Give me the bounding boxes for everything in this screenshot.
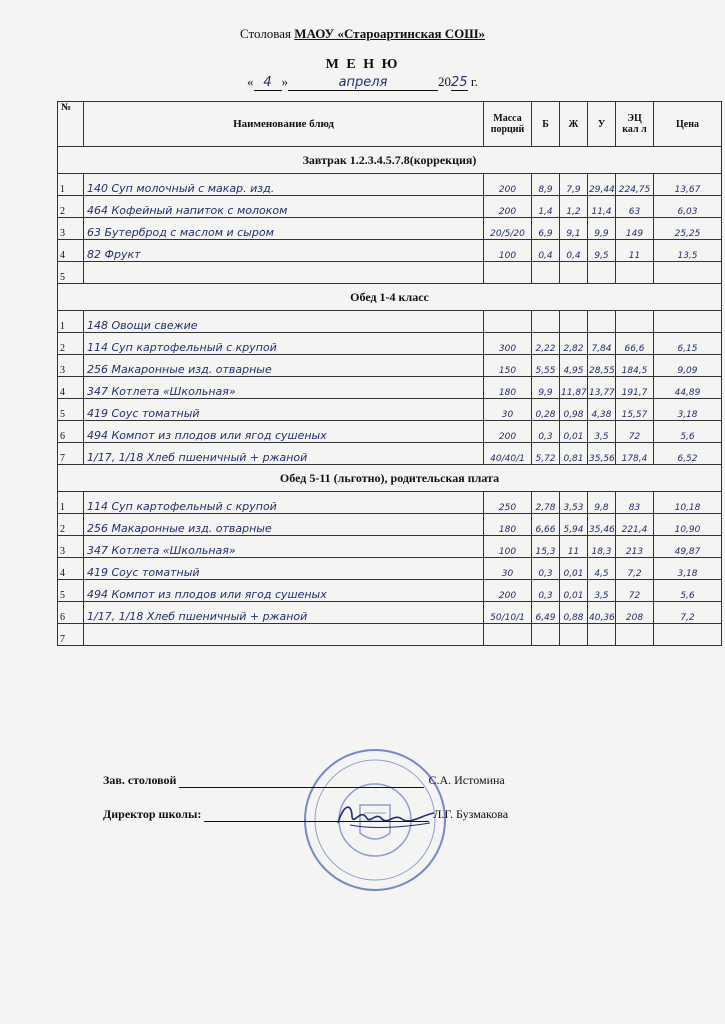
kcal-value: 213 (616, 536, 654, 558)
row-number: 4 (58, 240, 84, 262)
dish-name: 464 Кофейный напиток с молоком (84, 196, 484, 218)
table-row (58, 333, 722, 355)
row-number: 3 (58, 536, 84, 558)
canteen-head-name: С.А. Истомина (428, 773, 505, 787)
table-row (58, 514, 722, 536)
carbs-value: 29,44 (588, 174, 616, 196)
protein-value: 0,3 (532, 558, 560, 580)
kcal-value: 72 (616, 580, 654, 602)
price-value: 13,5 (654, 240, 722, 262)
carbs-value: 9,8 (588, 492, 616, 514)
carbs-value: 3,5 (588, 421, 616, 443)
portion-mass: 40/40/1 (484, 443, 532, 465)
kcal-value: 149 (616, 218, 654, 240)
kcal-value: 221,4 (616, 514, 654, 536)
row-number: 2 (58, 514, 84, 536)
carbs-value (588, 311, 616, 333)
carbs-value: 9,5 (588, 240, 616, 262)
table-row (58, 536, 722, 558)
fat-value: 0,98 (560, 399, 588, 421)
fat-value: 7,9 (560, 174, 588, 196)
dish-name: 114 Суп картофельный с крупой (84, 333, 484, 355)
dish-name: 114 Суп картофельный с крупой (84, 492, 484, 514)
kcal-value: 15,57 (616, 399, 654, 421)
table-row (58, 399, 722, 421)
kcal-value: 178,4 (616, 443, 654, 465)
portion-mass: 150 (484, 355, 532, 377)
table-row (58, 311, 722, 333)
table-row (58, 602, 722, 624)
row-number: 1 (58, 174, 84, 196)
dish-name: 494 Компот из плодов или ягод сушеных (84, 421, 484, 443)
protein-value: 15,3 (532, 536, 560, 558)
row-number: 6 (58, 421, 84, 443)
dish-name: 140 Суп молочный с макар. изд. (84, 174, 484, 196)
protein-value: 6,49 (532, 602, 560, 624)
signature-underline (179, 772, 424, 788)
price-value: 49,87 (654, 536, 722, 558)
protein-value (532, 311, 560, 333)
kcal-value (616, 311, 654, 333)
fat-value: 2,82 (560, 333, 588, 355)
menu-table (57, 101, 722, 646)
dish-name: 256 Макаронные изд. отварные (84, 514, 484, 536)
price-value: 7,2 (654, 602, 722, 624)
canteen-head-signature-line (103, 772, 505, 788)
portion-mass: 20/5/20 (484, 218, 532, 240)
date-month: апреля (288, 75, 438, 91)
row-number: 2 (58, 196, 84, 218)
dish-name: 494 Компот из плодов или ягод сушеных (84, 580, 484, 602)
price-value: 6,03 (654, 196, 722, 218)
kcal-value: 208 (616, 602, 654, 624)
fat-value: 0,01 (560, 580, 588, 602)
price-value: 3,18 (654, 399, 722, 421)
fat-value (560, 311, 588, 333)
table-header-row (58, 102, 722, 147)
protein-value: 2,22 (532, 333, 560, 355)
carbs-value: 28,55 (588, 355, 616, 377)
col-header-protein: Б (532, 102, 560, 147)
price-value: 5,6 (654, 580, 722, 602)
portion-mass: 100 (484, 240, 532, 262)
kcal-value: 66,6 (616, 333, 654, 355)
director-signature-line (103, 806, 508, 822)
fat-value: 9,1 (560, 218, 588, 240)
price-value (654, 624, 722, 646)
protein-value: 8,9 (532, 174, 560, 196)
col-header-price: Цена (654, 102, 722, 147)
protein-value: 0,4 (532, 240, 560, 262)
section-title: Завтрак 1.2.3.4.5.7.8(коррекция) (58, 147, 722, 174)
price-value (654, 311, 722, 333)
col-header-carbs: У (588, 102, 616, 147)
col-header-dish: Наименование блюд (84, 102, 484, 147)
fat-value: 0,81 (560, 443, 588, 465)
row-number: 7 (58, 443, 84, 465)
year-prefix: 20 (438, 74, 452, 89)
table-row (58, 580, 722, 602)
row-number: 6 (58, 602, 84, 624)
director-label: Директор школы: (103, 807, 202, 821)
section-header-row (58, 284, 722, 311)
table-row (58, 240, 722, 262)
kcal-value: 191,7 (616, 377, 654, 399)
carbs-value: 4,5 (588, 558, 616, 580)
kcal-value (616, 262, 654, 284)
section-title: Обед 5-11 (льготно), родительская плата (58, 465, 722, 492)
carbs-value: 4,38 (588, 399, 616, 421)
protein-value: 0,3 (532, 421, 560, 443)
dish-name (84, 262, 484, 284)
table-row (58, 196, 722, 218)
protein-value: 6,66 (532, 514, 560, 536)
fat-value: 0,88 (560, 602, 588, 624)
canteen-head-label: Зав. столовой (103, 773, 177, 787)
price-value: 9,09 (654, 355, 722, 377)
kcal-value: 184,5 (616, 355, 654, 377)
portion-mass: 180 (484, 514, 532, 536)
dish-name: 63 Бутерброд с маслом и сыром (84, 218, 484, 240)
dish-name (84, 624, 484, 646)
kcal-value (616, 624, 654, 646)
carbs-value: 35,46 (588, 514, 616, 536)
fat-value: 11 (560, 536, 588, 558)
date-line (0, 74, 725, 91)
portion-mass: 200 (484, 174, 532, 196)
col-header-kcal: ЭЦ кал л (616, 102, 654, 147)
dish-name: 1/17, 1/18 Хлеб пшеничный + ржаной (84, 602, 484, 624)
price-value: 25,25 (654, 218, 722, 240)
price-value: 6,52 (654, 443, 722, 465)
portion-mass: 30 (484, 399, 532, 421)
table-row (58, 355, 722, 377)
carbs-value: 40,36 (588, 602, 616, 624)
dish-name: 419 Соус томатный (84, 399, 484, 421)
table-row (58, 443, 722, 465)
protein-value: 6,9 (532, 218, 560, 240)
section-header-row (58, 147, 722, 174)
table-row (58, 174, 722, 196)
protein-value: 2,78 (532, 492, 560, 514)
date-open-quote: « (247, 74, 254, 89)
protein-value: 0,28 (532, 399, 560, 421)
portion-mass: 50/10/1 (484, 602, 532, 624)
signature-underline (204, 806, 429, 822)
row-number: 1 (58, 311, 84, 333)
row-number: 3 (58, 218, 84, 240)
price-value (654, 262, 722, 284)
carbs-value: 35,56 (588, 443, 616, 465)
carbs-value: 9,9 (588, 218, 616, 240)
carbs-value: 7,84 (588, 333, 616, 355)
portion-mass (484, 311, 532, 333)
carbs-value: 3,5 (588, 580, 616, 602)
row-number: 5 (58, 580, 84, 602)
fat-value: 0,01 (560, 558, 588, 580)
date-close-quote: » (281, 74, 289, 89)
protein-value: 5,72 (532, 443, 560, 465)
fat-value: 5,94 (560, 514, 588, 536)
canteen-prefix: Столовая (239, 26, 292, 41)
dish-name: 347 Котлета «Школьная» (84, 377, 484, 399)
organization-name: МАОУ «Староартинская СОШ» (294, 26, 486, 41)
fat-value: 3,53 (560, 492, 588, 514)
table-row (58, 492, 722, 514)
carbs-value: 18,3 (588, 536, 616, 558)
protein-value: 9,9 (532, 377, 560, 399)
year-suffix: 25 (451, 75, 468, 90)
row-number: 7 (58, 624, 84, 646)
portion-mass: 300 (484, 333, 532, 355)
row-number: 4 (58, 377, 84, 399)
portion-mass: 250 (484, 492, 532, 514)
price-value: 10,90 (654, 514, 722, 536)
portion-mass (484, 624, 532, 646)
price-value: 3,18 (654, 558, 722, 580)
portion-mass: 200 (484, 196, 532, 218)
portion-mass: 200 (484, 580, 532, 602)
canteen-header (0, 26, 725, 42)
dish-name: 1/17, 1/18 Хлеб пшеничный + ржаной (84, 443, 484, 465)
dish-name: 419 Соус томатный (84, 558, 484, 580)
col-header-number: № (58, 102, 84, 147)
protein-value: 0,3 (532, 580, 560, 602)
carbs-value: 11,4 (588, 196, 616, 218)
director-name: Л.Г. Бузмакова (433, 807, 509, 821)
kcal-value: 72 (616, 421, 654, 443)
price-value: 5,6 (654, 421, 722, 443)
col-header-mass: Масса порций (484, 102, 532, 147)
dish-name: 82 Фрукт (84, 240, 484, 262)
page-title: М Е Н Ю (325, 57, 400, 72)
carbs-value: 13,77 (588, 377, 616, 399)
fat-value (560, 624, 588, 646)
portion-mass: 100 (484, 536, 532, 558)
kcal-value: 11 (616, 240, 654, 262)
date-day: 4 (254, 75, 282, 91)
table-row (58, 421, 722, 443)
row-number: 3 (58, 355, 84, 377)
table-row (58, 377, 722, 399)
kcal-value: 83 (616, 492, 654, 514)
section-title: Обед 1-4 класс (58, 284, 722, 311)
fat-value (560, 262, 588, 284)
fat-value: 1,2 (560, 196, 588, 218)
kcal-value: 224,75 (616, 174, 654, 196)
row-number: 5 (58, 399, 84, 421)
kcal-value: 7,2 (616, 558, 654, 580)
carbs-value (588, 262, 616, 284)
price-value: 44,89 (654, 377, 722, 399)
table-row (58, 218, 722, 240)
portion-mass: 30 (484, 558, 532, 580)
fat-value: 4,95 (560, 355, 588, 377)
price-value: 6,15 (654, 333, 722, 355)
protein-value: 1,4 (532, 196, 560, 218)
table-row (58, 262, 722, 284)
price-value: 10,18 (654, 492, 722, 514)
dish-name: 256 Макаронные изд. отварные (84, 355, 484, 377)
price-value: 13,67 (654, 174, 722, 196)
carbs-value (588, 624, 616, 646)
protein-value (532, 624, 560, 646)
section-header-row (58, 465, 722, 492)
fat-value: 11,87 (560, 377, 588, 399)
fat-value: 0,01 (560, 421, 588, 443)
portion-mass: 180 (484, 377, 532, 399)
portion-mass: 200 (484, 421, 532, 443)
protein-value: 5,55 (532, 355, 560, 377)
col-header-fat: Ж (560, 102, 588, 147)
year-unit: г. (470, 74, 478, 89)
dish-name: 148 Овощи свежие (84, 311, 484, 333)
protein-value (532, 262, 560, 284)
row-number: 1 (58, 492, 84, 514)
row-number: 4 (58, 558, 84, 580)
dish-name: 347 Котлета «Школьная» (84, 536, 484, 558)
fat-value: 0,4 (560, 240, 588, 262)
table-row (58, 558, 722, 580)
kcal-value: 63 (616, 196, 654, 218)
row-number: 2 (58, 333, 84, 355)
portion-mass (484, 262, 532, 284)
table-row (58, 624, 722, 646)
row-number: 5 (58, 262, 84, 284)
